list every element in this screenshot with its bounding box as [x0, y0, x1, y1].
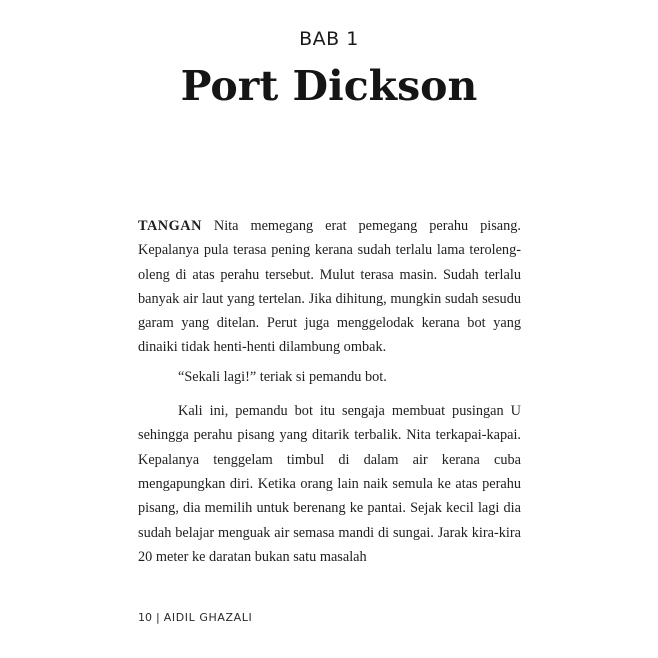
paragraph-2: “Sekali lagi!” teriak si pemandu bot. [178, 368, 387, 385]
paragraph-1-text: Nita memegang erat pemegang perahu pisang. Kepalanya pula terasa pening kerana sudah terlalu lama teroleng-oleng di atas perahu tersebut. Mulut terasa masin. Sudah terlalu banyak air laut yang tertelan. Jika dihitung, mungkin sudah sesudu garam yang ditelan. Perut juga menggelodak kerana bot yang dinaiki tidak henti-henti dilambung ombak. [138, 218, 521, 356]
paragraph-1 [138, 214, 521, 360]
chapter-title: Port Dickson [180, 62, 478, 110]
footer-separator: | [156, 611, 160, 624]
page-number: 10 [138, 611, 152, 624]
body-text [138, 214, 521, 569]
page-footer [138, 611, 252, 624]
lead-word: TANGAN [138, 218, 202, 234]
author-name: AIDIL GHAZALI [163, 611, 253, 624]
chapter-label: BAB 1 [299, 28, 359, 50]
paragraph-3: Kali ini, pemandu bot itu sengaja membuat pusingan U sehingga perahu pisang yang ditarik terbalik. Nita terkapai-kapai. Kepalanya tenggelam timbul di dalam air kerana cuba mengapungkan diri. Ketika orang lain naik semula ke atas perahu pisang, dia memilih untuk berenang ke pantai. Sejak kecil lagi dia sudah belajar menguak air semasa mandi di sungai. Jarak kira-kira 20 meter ke daratan bukan satu masalah [138, 403, 521, 565]
